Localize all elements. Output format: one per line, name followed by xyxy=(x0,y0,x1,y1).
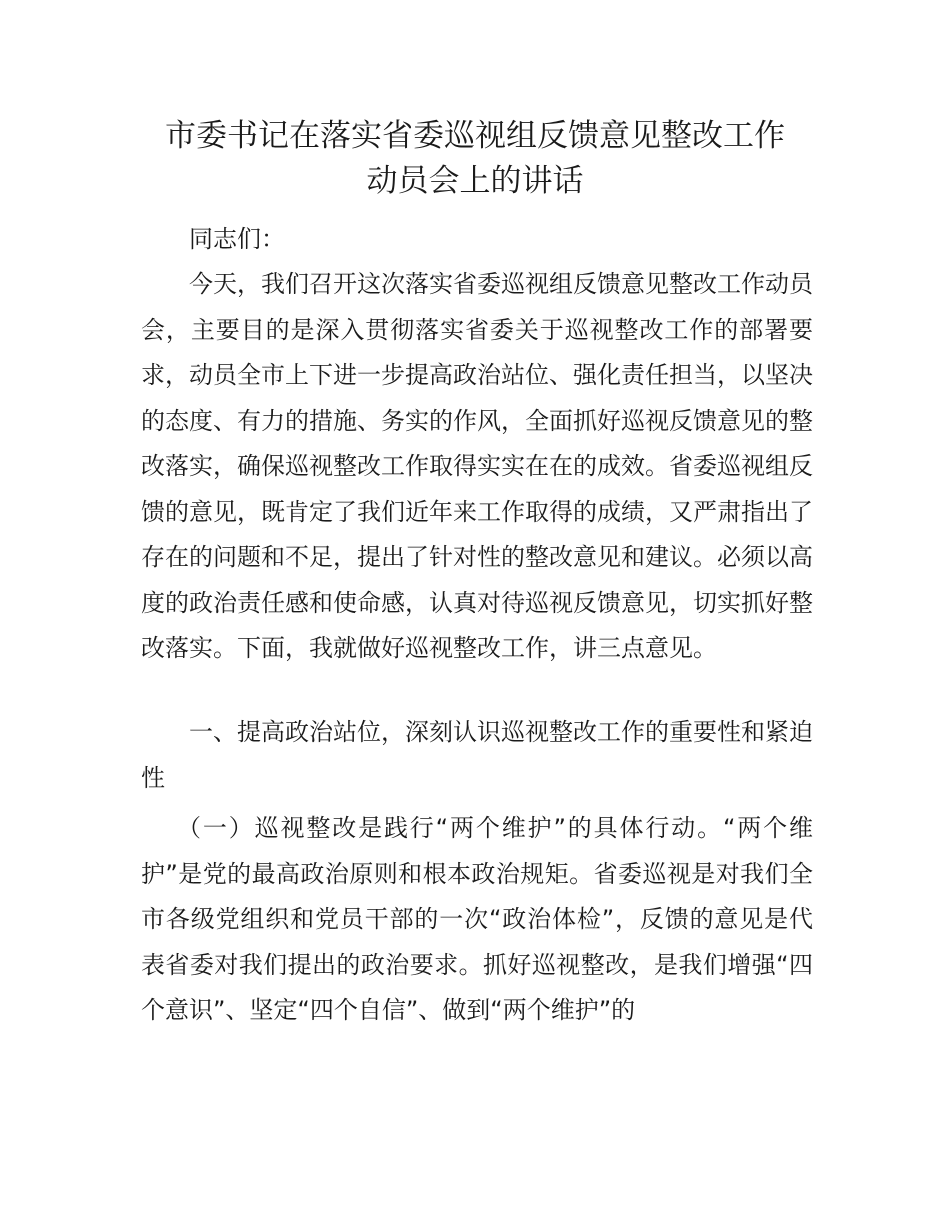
subsection-1: （一）巡视整改是践行“两个维护”的具体行动。“两个维护”是党的最高政治原则和根本政治规矩。省委巡视是对我们全市各级党组织和党员干部的一次“政治体检”，反馈的意见是代表省委对我们提出的政治要求。抓好巡视整改，是我们增强“四个意识”、坚定“四个自信”、做到“两个维护”的 xyxy=(141,814,813,1024)
document-title-line-1: 市委书记在落实省委巡视组反馈意见整改工作 xyxy=(165,118,785,154)
salutation: 同志们： xyxy=(189,225,285,253)
section-heading-1: 一、提高政治站位，深刻认识巡视整改工作的重要性和紧迫性 xyxy=(141,718,813,792)
paragraph-intro: 今天，我们召开这次落实省委巡视组反馈意见整改工作动员会，主要目的是深入贯彻落实省委关于巡视整改工作的部署要求，动员全市上下进一步提高政治站位、强化责任担当，以坚决的态度、有力的措施、务实的作风，全面抓好巡视反馈意见的整改落实，确保巡视整改工作取得实实在在的成效。省委巡视组反馈的意见，既肯定了我们近年来工作取得的成绩，又严肃指出了存在的问题和不足，提出了针对性的整改意见和建议。必须以高度的政治责任感和使命感，认真对待巡视反馈意见，切实抓好整改落实。下面，我就做好巡视整改工作，讲三点意见。 xyxy=(141,270,813,662)
document-title-line-2: 动员会上的讲话 xyxy=(366,163,584,199)
